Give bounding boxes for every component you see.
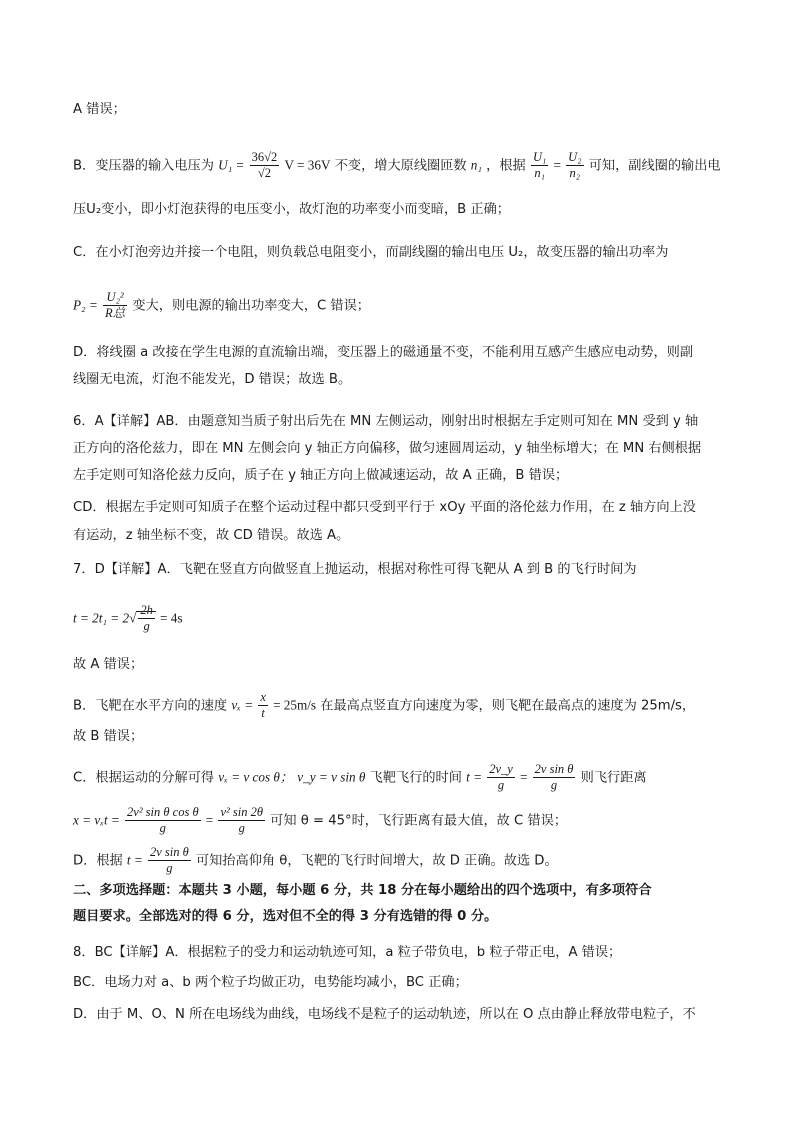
fraction: $\frac{36√2}{√2}$	[251, 150, 278, 180]
text-line: D．将线圈 a 改接在学生电源的直流输出端，变压器上的磁通量不变，不能利用互感产生感应电动势，则副	[73, 345, 694, 360]
text-line: 故 B 错误；	[73, 729, 144, 744]
text-line: C．在小灯泡旁边并接一个电阻，则负载总电阻变小，而副线圈的输出电压 U₂，故变压器的输出功率为	[73, 245, 669, 260]
text-line: x = vₓt = $\frac{\text{2v² sin θ cos θ}}{g}$ = $\frac{\text{v² sin 2θ}}{g}$ 可知 θ = 45°时，飞行距离有最大值，故 C 错误；	[73, 805, 568, 835]
text-span: 飞靶飞行的时间	[369, 770, 462, 786]
text-line: 正方向的洛伦兹力，即在 MN 左侧会向 y 轴正方向偏移，做匀速圆周运动，y 轴坐标增大；在 MN 右侧根据	[73, 441, 702, 456]
text-span: B．飞靶在水平方向的速度	[73, 698, 228, 714]
math-expr: n₁	[470, 157, 482, 173]
text-line: 线圈无电流，灯泡不能发光，D 错误；故选 B。	[73, 372, 352, 387]
fraction: $\frac{\text{U₂²}}{\text{R总}}$	[105, 290, 126, 320]
math-expr: t = 2t₁ = 2	[73, 610, 130, 626]
fraction: $\frac{\text{2v sin θ}}{g}$	[150, 845, 189, 875]
fraction: $\frac{\text{U₁}}{\text{n₁}}$	[532, 150, 547, 180]
text-line: BC．电场力对 a、b 两个粒子均做正功，电势能均减小，BC 正确；	[73, 975, 468, 990]
text-line: D．由于 M、O、N 所在电场线为曲线，电场线不是粒子的运动轨迹，所以在 O 点由静止释放带电粒子，不	[73, 1007, 696, 1022]
fraction: $\frac{x}{t}$	[260, 690, 266, 720]
fraction: $\frac{2v\_y}{g}$	[489, 762, 513, 792]
text-span: B．变压器的输入电压为	[73, 158, 214, 174]
fraction: $\frac{\text{U₂}}{\text{n₂}}$	[568, 150, 582, 180]
text-span: 可知，副线圈的输出电	[588, 158, 721, 174]
math-expr: V = 36V	[284, 157, 331, 173]
section-heading: 题目要求。全部选对的得 6 分，选对但不全的得 3 分有选错的得 0 分。	[73, 909, 498, 924]
text-line: B．变压器的输入电压为 U₁ = $\frac{36√2}{√2}$ V = 36V 不变，增大原线圈匝数 n₁ ，根据 $\frac{\text{U₁}}{\text{n₁}}$ = $\frac{\text{U₂}}{\text{n₂}}$ 可知，副线圈的输出电	[73, 150, 721, 180]
math-expr: t =	[466, 769, 482, 785]
text-line	[73, 845, 558, 876]
math-expr: P₂ =	[73, 297, 98, 313]
text-line: t = 2t₁ = 2√ $\frac{2h}{g}$ = 4s	[73, 603, 183, 633]
text-span: 在最高点竖直方向速度为零，则飞靶在最高点的速度为 25m/s，	[320, 698, 696, 714]
text-span: 可知 θ = 45°时，飞行距离有最大值，故 C 错误；	[270, 813, 568, 829]
text-line: 8．BC【详解】A．根据粒子的受力和运动轨迹可知，a 粒子带负电，b 粒子带正电，A 错误；	[73, 945, 622, 960]
text-line	[73, 690, 695, 721]
text-span: 变大，则电源的输出功率变大，C 错误；	[132, 298, 370, 314]
math-expr: U₁ =	[218, 157, 245, 173]
fraction: $\frac{\text{2v sin θ}}{g}$	[534, 762, 574, 792]
text-span: 则飞行距离	[580, 770, 647, 786]
text-line	[73, 290, 370, 321]
section-heading: 二、多项选择题：本题共 3 小题，每小题 6 分，共 18 分在每小题给出的四个选项中，有多项符合	[73, 883, 652, 898]
math-expr: t =	[126, 852, 143, 868]
text-line: C．根据运动的分解可得 vₓ = v cos θ； v_y = v sin θ 飞靶飞行的时间 t = $\frac{2v\_y}{g}$ = $\frac{\text{2v sin θ}}{g}$ 则飞行距离	[73, 762, 647, 792]
math-expr: = 25m/s	[273, 697, 317, 713]
text-line: 7．D【详解】A．飞靶在竖直方向做竖直上抛运动，根据对称性可得飞靶从 A 到 B 的飞行时间为	[73, 562, 637, 577]
math-expr: = 4s	[160, 610, 183, 626]
text-line: CD．根据左手定则可知质子在整个运动过程中都只受到平行于 xOy 平面的洛伦兹力作用，在 z 轴方向上没	[73, 500, 696, 515]
text-span: ，根据	[486, 158, 526, 174]
math-expr: v_y = v sin θ	[297, 769, 366, 785]
text-line: 有运动，z 轴坐标不变，故 CD 错误。故选 A。	[73, 528, 350, 543]
fraction: $\frac{\text{2v² sin θ cos θ}}{g}$	[127, 805, 199, 835]
math-expr: vₓ =	[231, 697, 254, 713]
math-expr: vₓ = v cos θ；	[218, 769, 294, 785]
text-line: A 错误；	[73, 102, 126, 117]
math-expr: x = vₓt =	[73, 812, 120, 828]
fraction: $\frac{2h}{g}$	[140, 603, 153, 633]
text-span: 不变，增大原线圈匝数	[334, 158, 467, 174]
text-span: C．根据运动的分解可得	[73, 770, 215, 786]
text-span: 可知抬高仰角 θ，飞靶的飞行时间增大，故 D 正确。故选 D。	[195, 853, 558, 869]
fraction: $\frac{\text{v² sin 2θ}}{g}$	[220, 805, 263, 835]
text-line: 6．A【详解】AB．由题意知当质子射出后先在 MN 左侧运动，刚射出时根据左手定则可知在 MN 受到 y 轴	[73, 414, 699, 429]
text-line: 压U₂变小，即小灯泡获得的电压变小，故灯泡的功率变小而变暗，B 正确；	[73, 202, 510, 217]
text-span: D．根据	[73, 853, 123, 869]
text-line: 左手定则可知洛伦兹力反向，质子在 y 轴正方向上做减速运动，故 A 正确，B 错误；	[73, 468, 569, 483]
text-line: 故 A 错误；	[73, 657, 144, 672]
